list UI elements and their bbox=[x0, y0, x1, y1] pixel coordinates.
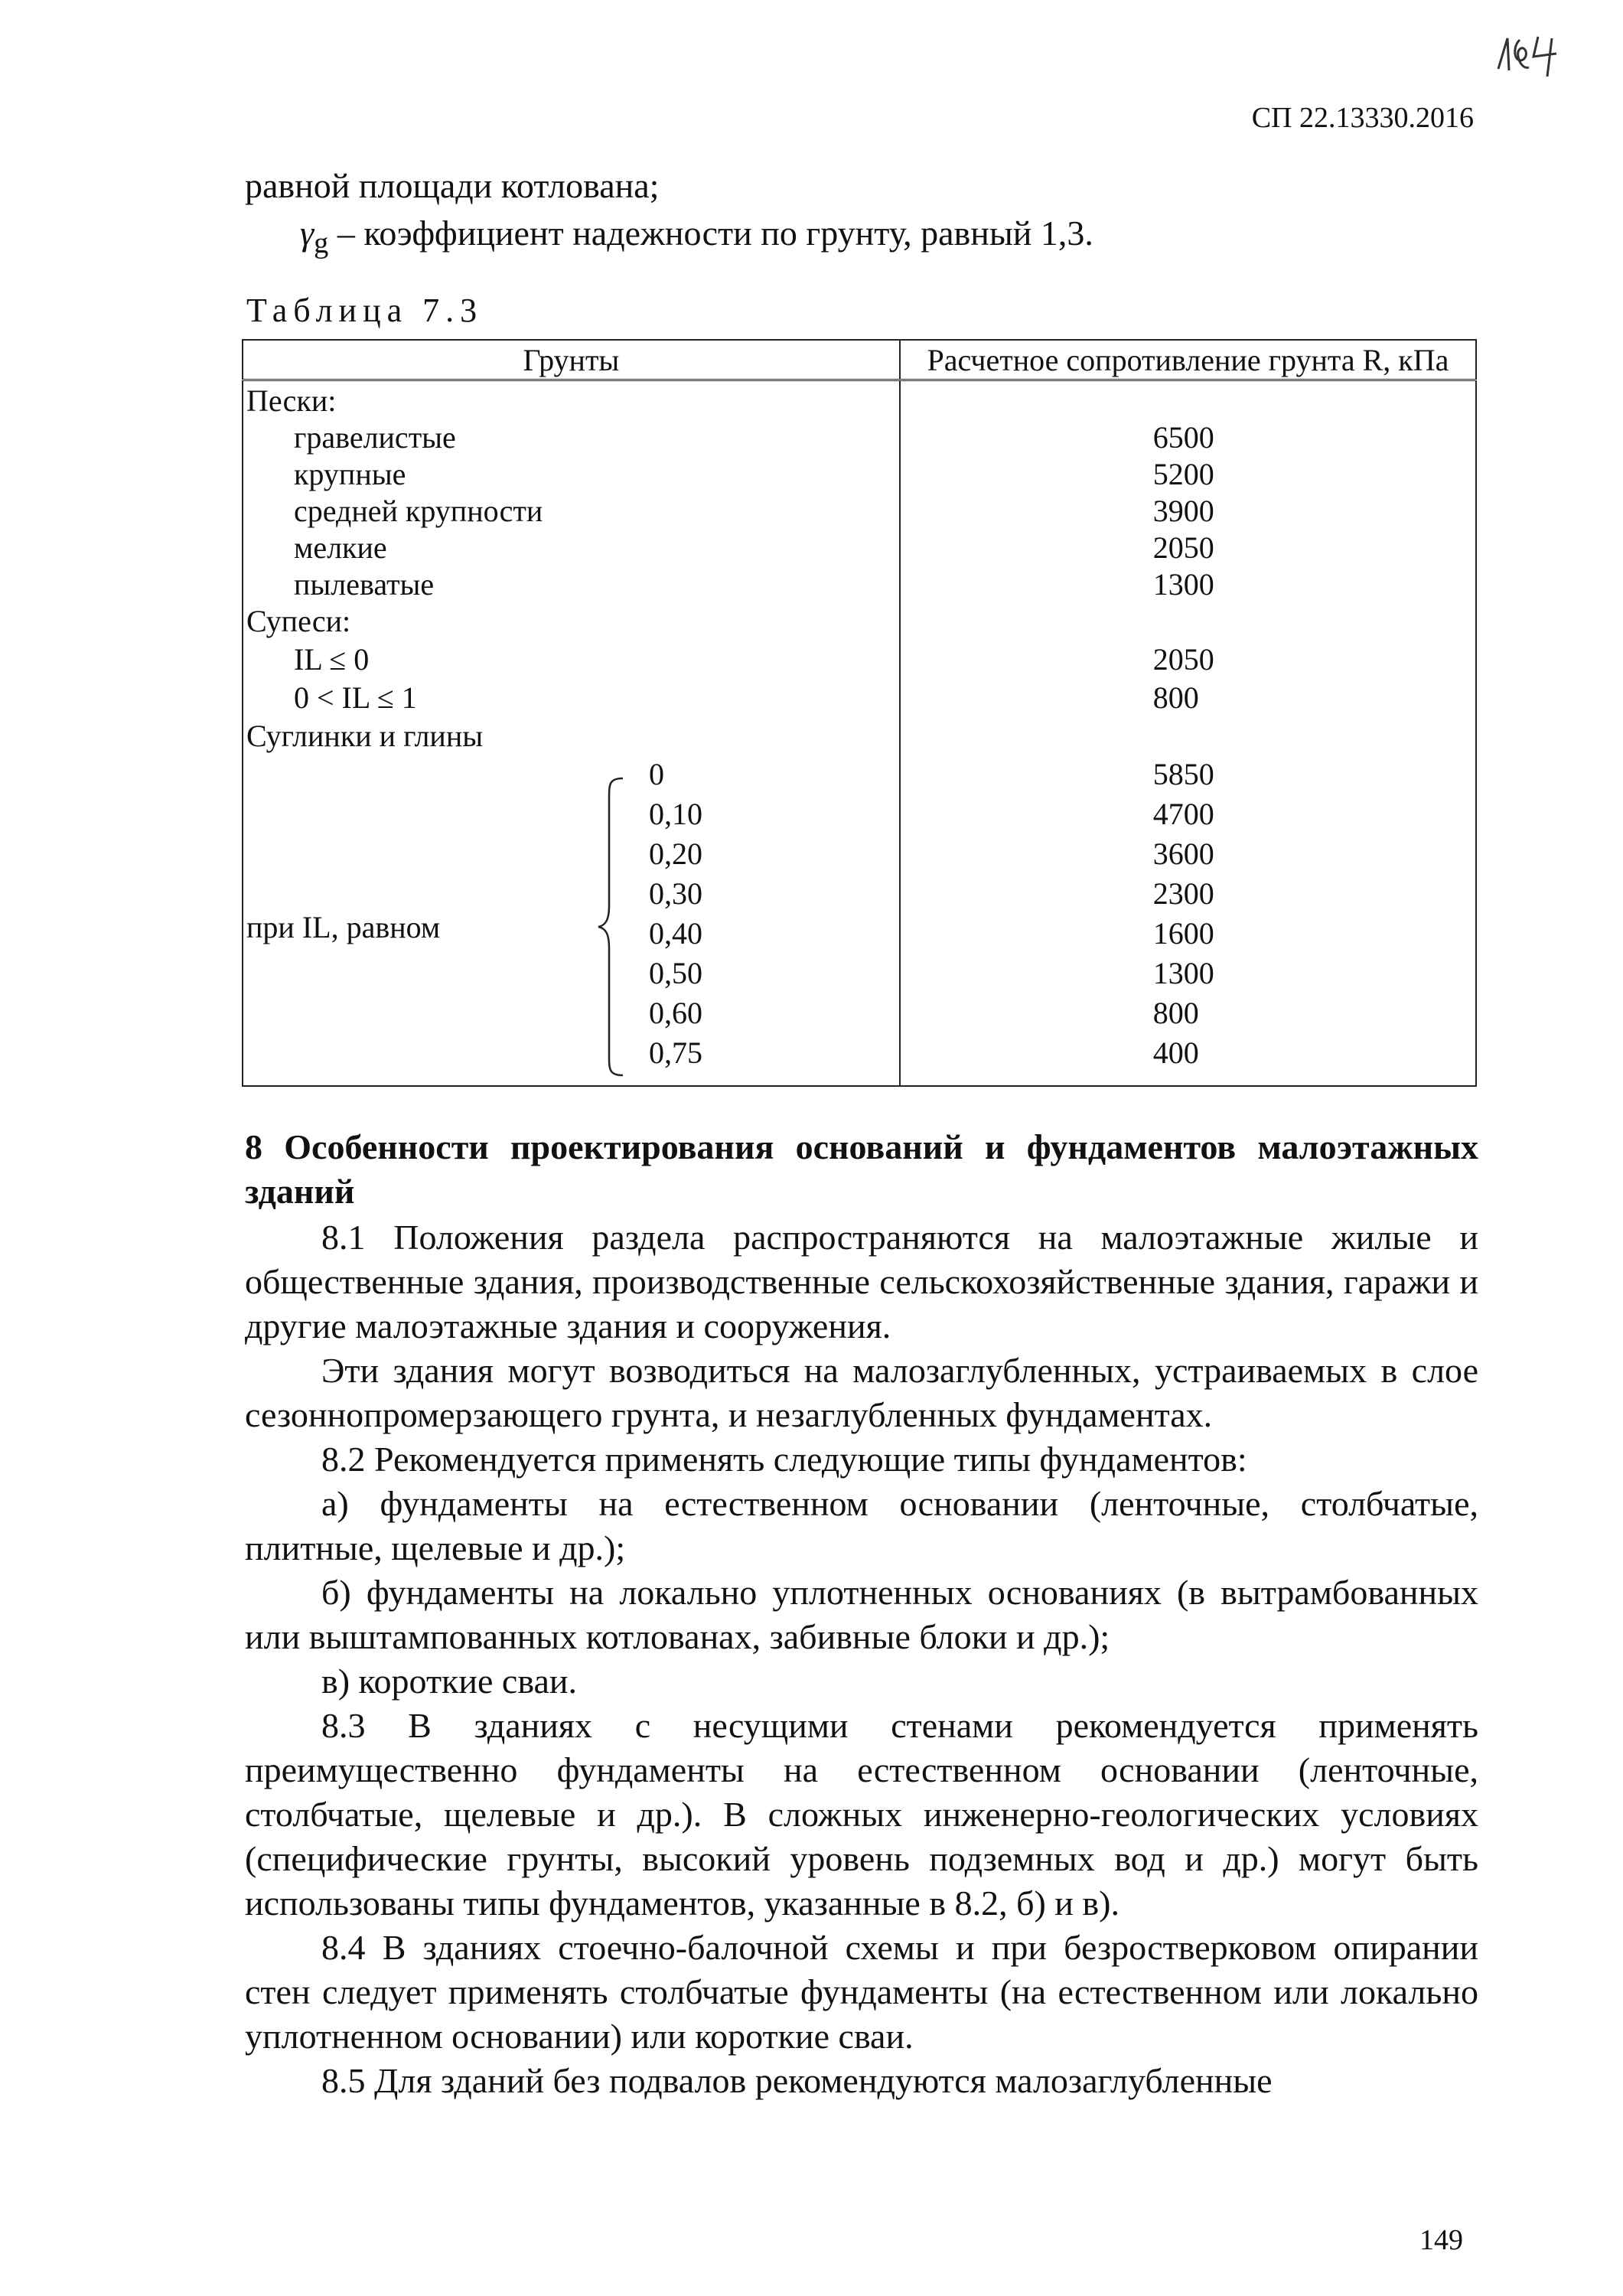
resistance-value: 2050 bbox=[1152, 642, 1214, 677]
il-value: 0,40 bbox=[649, 916, 702, 951]
gamma-description: – коэффициент надежности по грунту, равный 1,3. bbox=[328, 214, 1093, 253]
soil-item: пылеватые bbox=[294, 567, 435, 602]
soil-item: мелкие bbox=[294, 530, 387, 565]
resistance-value: 1600 bbox=[1152, 916, 1214, 951]
resistance-value: 800 bbox=[1152, 680, 1199, 715]
resistance-value: 3900 bbox=[1152, 494, 1214, 528]
paragraph-8-5: 8.5 Для зданий без подвалов рекомендуются малозаглубленные bbox=[321, 2061, 1273, 2100]
column-header-resistance: Расчетное сопротивление грунта R, кПа bbox=[900, 340, 1476, 380]
section-8-body bbox=[245, 1215, 1478, 2103]
soil-group-sands: Пески: bbox=[246, 383, 337, 418]
soil-item: IL ≤ 0 bbox=[294, 642, 370, 677]
soil-condition-label: при IL, равном bbox=[246, 910, 441, 944]
soil-item: 0 < IL ≤ 1 bbox=[294, 680, 417, 715]
il-value: 0,75 bbox=[649, 1035, 702, 1070]
resistance-value: 5850 bbox=[1152, 757, 1214, 791]
handwritten-page-number bbox=[1491, 31, 1567, 81]
il-value: 0,60 bbox=[649, 996, 702, 1030]
intro-line-2 bbox=[245, 210, 1093, 267]
resistance-value: 3600 bbox=[1152, 837, 1214, 871]
paragraph-8-3: 8.3 В зданиях с несущими стенами рекомендуется применять преимущественно фундаменты на естественном основании (ленточные, столбчатые, щелевые и др.). В сложных инженерно-геологических условиях (специфические грунты, высокий уровень подземных вод и др.) могут быть использованы типы фундаментов, указанные в 8.2, б) и в). bbox=[245, 1706, 1478, 1923]
resistance-value: 6500 bbox=[1152, 420, 1214, 455]
paragraph-8-2-b: б) фундаменты на локально уплотненных основаниях (в вытрамбованных или выштампованных котлованах, забивные блоки и др.); bbox=[245, 1573, 1478, 1656]
resistance-value: 2300 bbox=[1152, 876, 1214, 911]
table-caption: Таблица 7.3 bbox=[246, 292, 484, 329]
resistance-value: 4700 bbox=[1152, 797, 1214, 831]
page-number: 149 bbox=[1419, 2224, 1463, 2256]
paragraph-8-4: 8.4 В зданиях стоечно-балочной схемы и при безростверковом опирании стен следует применять столбчатые фундаменты (на естественном или локально уплотненном основании) или короткие сваи. bbox=[245, 1928, 1478, 2056]
curly-brace bbox=[595, 775, 626, 1078]
soil-item: средней крупности bbox=[294, 494, 543, 528]
il-value: 0,30 bbox=[649, 876, 702, 911]
paragraph-8-2-c: в) короткие сваи. bbox=[321, 1662, 577, 1701]
il-value: 0 bbox=[649, 757, 664, 791]
paragraph-8-2: 8.2 Рекомендуется применять следующие типы фундаментов: bbox=[321, 1440, 1247, 1479]
soil-item: крупные bbox=[294, 457, 406, 491]
document-code: СП 22.13330.2016 bbox=[1251, 102, 1474, 134]
soil-item: гравелистые bbox=[294, 420, 456, 455]
gamma-subscript: g bbox=[314, 227, 329, 260]
soils-column bbox=[243, 380, 900, 1087]
il-value: 0,50 bbox=[649, 956, 702, 990]
soil-group-loams-clays: Суглинки и глины bbox=[246, 719, 484, 753]
paragraph-8-2-a: а) фундаменты на естественном основании (ленточные, столбчатые, плитные, щелевые и др.); bbox=[245, 1484, 1478, 1567]
resistance-value: 1300 bbox=[1152, 956, 1214, 990]
paragraph-8-1-cont: Эти здания могут возводиться на малозаглубленных, устраиваемых в слое сезоннопромерзающего грунта, и незаглубленных фундаментах. bbox=[245, 1351, 1478, 1434]
resistance-value: 5200 bbox=[1152, 457, 1214, 491]
resistance-value: 400 bbox=[1152, 1035, 1199, 1070]
il-value: 0,20 bbox=[649, 837, 702, 871]
resistance-value: 1300 bbox=[1152, 567, 1214, 602]
soil-resistance-table bbox=[242, 339, 1477, 1087]
intro-line-1: равной площади котлована; bbox=[245, 166, 660, 205]
intro-text bbox=[245, 162, 1093, 267]
resistance-value: 800 bbox=[1152, 996, 1199, 1030]
section-8-title: 8 Особенности проектирования оснований и фундаментов малоэтажных зданий bbox=[245, 1127, 1478, 1211]
soil-group-sandy-loams: Супеси: bbox=[246, 604, 351, 638]
paragraph-8-1: 8.1 Положения раздела распространяются на малоэтажные жилые и общественные здания, производственные сельскохозяйственные здания, гаражи и другие малоэтажные здания и сооружения. bbox=[245, 1218, 1478, 1345]
gamma-symbol: γ bbox=[300, 214, 314, 253]
column-header-soils: Грунты bbox=[243, 340, 900, 380]
resistance-value: 2050 bbox=[1152, 530, 1214, 565]
resistance-column bbox=[900, 380, 1476, 1087]
il-value: 0,10 bbox=[649, 797, 702, 831]
